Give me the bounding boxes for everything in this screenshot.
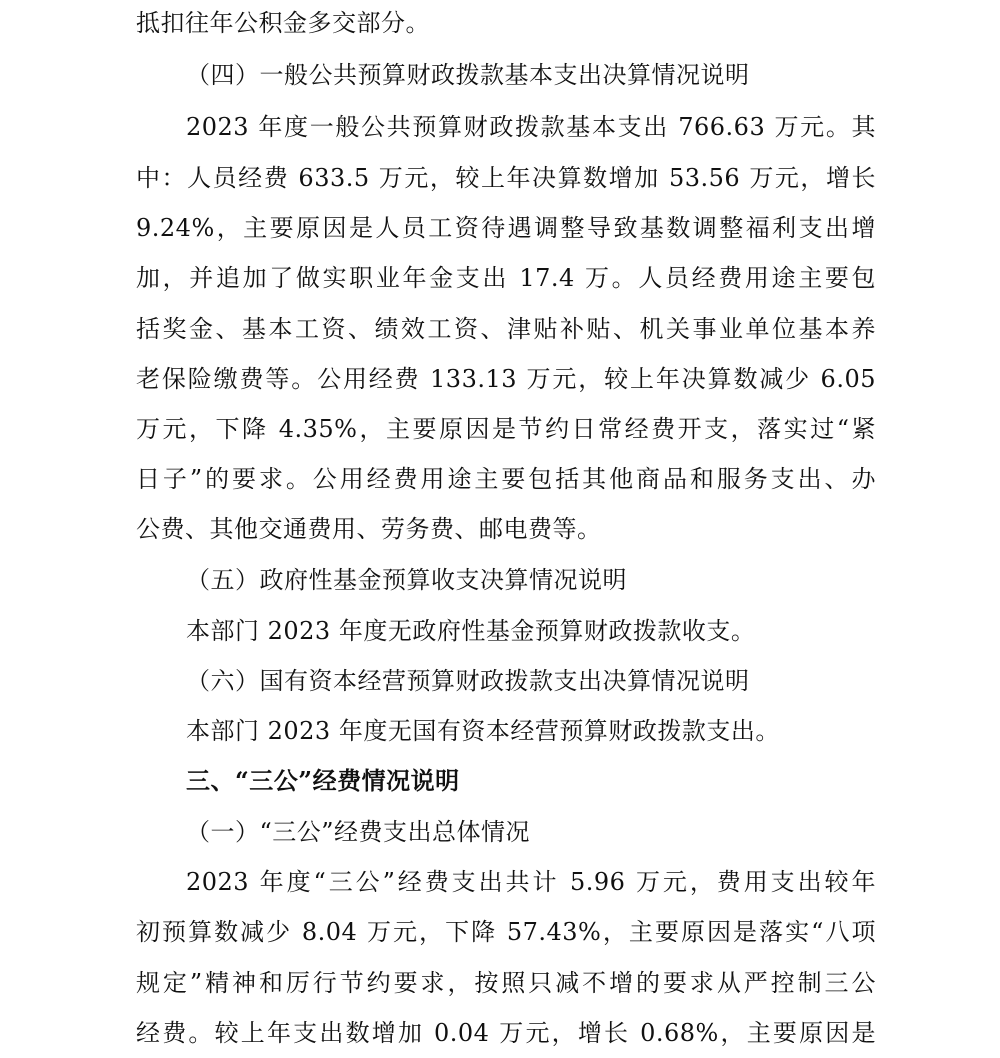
paragraph-line: 万元，下降 4.35%，主要原因是节约日常经费开支，落实过“紧	[136, 415, 876, 443]
paragraph-line: 本部门 2023 年度无国有资本经营预算财政拨款支出。	[186, 717, 780, 745]
subsection-heading-1: （一）“三公”经费支出总体情况	[186, 818, 531, 846]
section-heading-5: （五）政府性基金预算收支决算情况说明	[186, 566, 627, 594]
paragraph-line: 中：人员经费 633.5 万元，较上年决算数增加 53.56 万元，增长	[136, 164, 876, 192]
paragraph-line: 规定”精神和厉行节约要求，按照只减不增的要求从严控制三公	[136, 969, 876, 997]
paragraph-line: 公费、其他交通费用、劳务费、邮电费等。	[136, 515, 602, 543]
chapter-heading-3: 三、“三公”经费情况说明	[186, 766, 460, 795]
paragraph-line: 2023 年度一般公共预算财政拨款基本支出 766.63 万元。其	[186, 113, 876, 141]
paragraph-line: 经费。较上年支出数增加 0.04 万元，增长 0.68%，主要原因是	[136, 1019, 876, 1047]
paragraph-line: 老保险缴费等。公用经费 133.13 万元，较上年决算数减少 6.05	[136, 365, 876, 393]
section-heading-6: （六）国有资本经营预算财政拨款支出决算情况说明	[186, 667, 750, 695]
paragraph-line: 加，并追加了做实职业年金支出 17.4 万。人员经费用途主要包	[136, 264, 876, 292]
paragraph-line: 2023 年度“三公”经费支出共计 5.96 万元，费用支出较年	[186, 868, 876, 896]
section-heading-4: （四）一般公共预算财政拨款基本支出决算情况说明	[186, 61, 750, 89]
paragraph-line: 括奖金、基本工资、绩效工资、津贴补贴、机关事业单位基本养	[136, 315, 876, 343]
paragraph-line: 本部门 2023 年度无政府性基金预算财政拨款收支。	[186, 617, 756, 645]
paragraph-line: 日子”的要求。公用经费用途主要包括其他商品和服务支出、办	[136, 465, 876, 493]
paragraph-line: 9.24%，主要原因是人员工资待遇调整导致基数调整福利支出增	[136, 214, 876, 242]
paragraph-line: 抵扣往年公积金多交部分。	[136, 9, 430, 37]
paragraph-line: 初预算数减少 8.04 万元，下降 57.43%，主要原因是落实“八项	[136, 918, 876, 946]
